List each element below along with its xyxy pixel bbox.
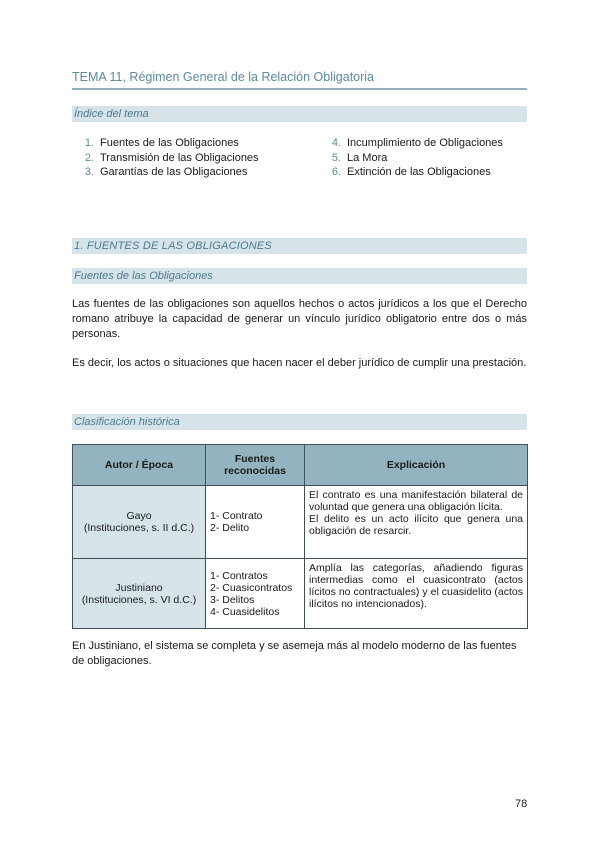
column-header: Explicación [305, 445, 528, 486]
index-item: 4. Incumplimiento de Obligaciones [331, 137, 503, 149]
index-item: 2. Transmisión de las Obligaciones [84, 151, 259, 164]
page-number: 78 [515, 798, 528, 810]
explanation-cell: Amplía las categorías, añadiendo figuras intermedias como el cuasicontrato (actos lícitos no contractuales) y el cuasidelito (actos ilícitos no intencionados). [305, 559, 528, 629]
section-heading: 1. FUENTES DE LAS OBLIGACIONES [72, 238, 527, 254]
author-cell: Gayo (Instituciones, s. II d.C.) [73, 486, 206, 559]
closing-paragraph: En Justiniano, el sistema se completa y se asemeja más al modelo moderno de las fuentes de obligaciones. [72, 640, 517, 667]
index-item: 6. Extinción de las Obligaciones [331, 166, 491, 178]
index-item: 3. Garantías de las Obligaciones [84, 166, 248, 178]
index-column-left [72, 136, 322, 180]
sources-cell: 1- Contrato 2- Delito [206, 486, 305, 559]
paragraph: Es decir, los actos o situaciones que hacen nacer el deber jurídico de cumplir una prestación. [72, 357, 527, 369]
table-row [73, 559, 528, 629]
paragraph: Las fuentes de las obligaciones son aquellos hechos o actos jurídicos a los que el Derecho romano atribuye la capacidad de generar un vínculo jurídico obligatorio entre dos o más personas. [72, 298, 527, 340]
index-column-right [319, 136, 529, 180]
column-header: Fuentes reconocidas [206, 445, 305, 486]
table-row [73, 486, 528, 559]
table-header-row [73, 445, 528, 486]
document-title: TEMA 11, Régimen General de la Relación Obligatoria [72, 70, 527, 90]
sources-cell: 1- Contratos 2- Cuasicontratos 3- Delitos 4- Cuasidelitos [206, 559, 305, 629]
classification-heading: Clasificación histórica [72, 414, 527, 430]
author-cell: Justiniano (Instituciones, s. VI d.C.) [73, 559, 206, 629]
classification-table [72, 444, 528, 629]
column-header: Autor / Época [73, 445, 206, 486]
index-heading: Índice del tema [72, 106, 527, 122]
index-item: 5. La Mora [331, 151, 388, 164]
subsection-heading: Fuentes de las Obligaciones [72, 268, 527, 284]
index-item: 1. Fuentes de las Obligaciones [84, 137, 239, 149]
explanation-cell: El contrato es una manifestación bilateral de voluntad que genera una obligación lícita. El delito es un acto ilícito que genera una obligación de resarcir. [305, 486, 528, 559]
